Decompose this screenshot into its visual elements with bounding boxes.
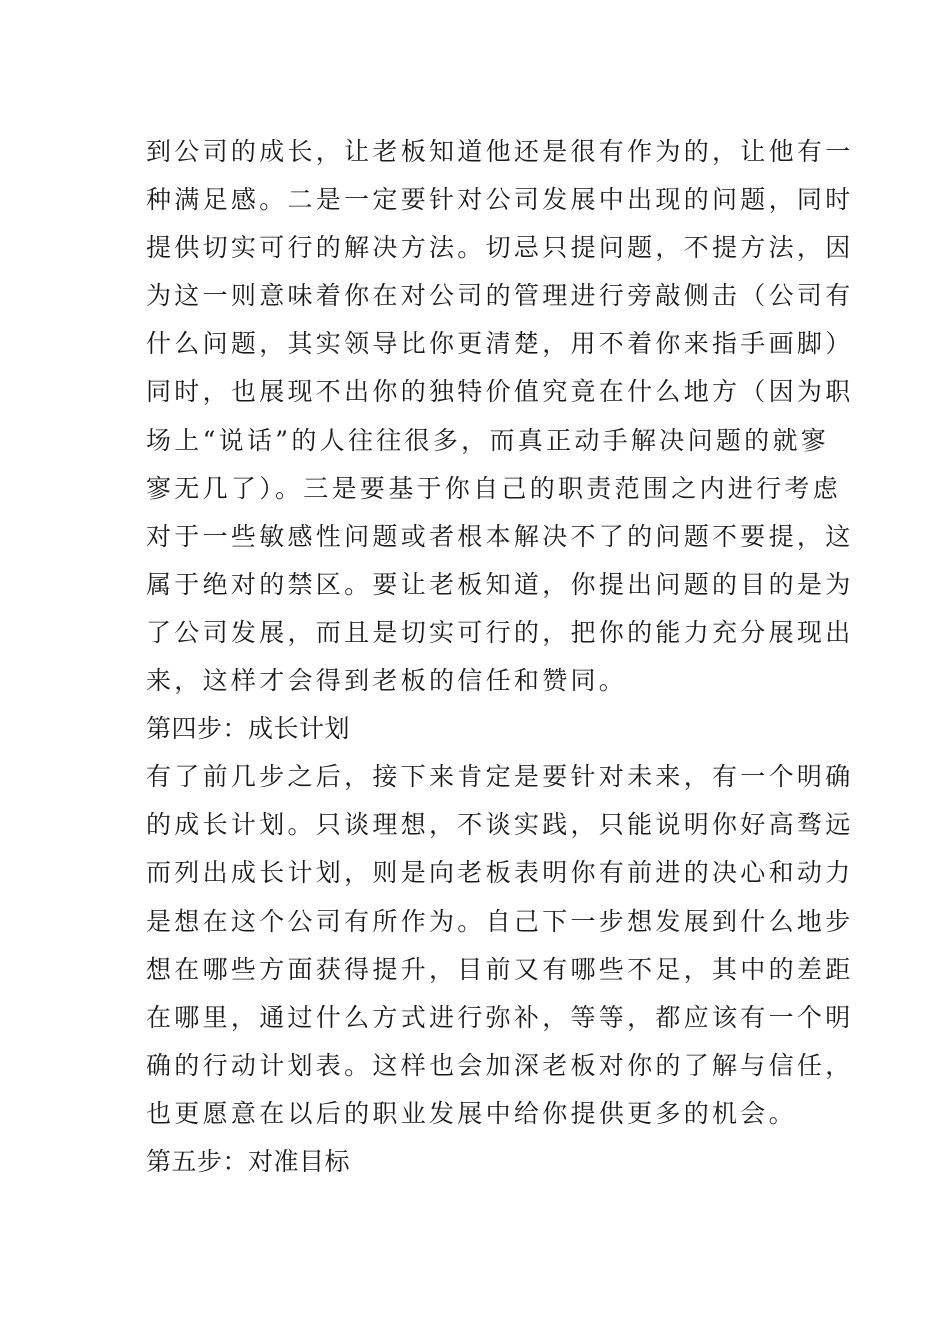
paragraph-line: 的成长计划。只谈理想，不谈实践，只能说明你好高骛远 xyxy=(146,810,854,840)
paragraph-line: 有了前几步之后，接下来肯定是要针对未来，有一个明确 xyxy=(146,762,854,792)
paragraph-line: 确的行动计划表。这样也会加深老板对你的了解与信任， xyxy=(146,1050,854,1080)
paragraph-line: 属于绝对的禁区。要让老板知道，你提出问题的目的是为 xyxy=(146,569,854,599)
paragraph-line: 场上“说话”的人往往很多，而真正动手解决问题的就寥 xyxy=(146,425,830,455)
paragraph-line: 为这一则意味着你在对公司的管理进行旁敲侧击（公司有 xyxy=(146,281,854,311)
paragraph-line: 提供切实可行的解决方法。切忌只提问题，不提方法，因 xyxy=(146,233,854,263)
paragraph-line: 到公司的成长，让老板知道他还是很有作为的，让他有一 xyxy=(146,137,854,166)
paragraph-line: 在哪里，通过什么方式进行弥补，等等，都应该有一个明 xyxy=(146,1002,854,1032)
paragraph-line: 种满足感。二是一定要针对公司发展中出现的问题，同时 xyxy=(146,185,854,215)
document-body xyxy=(146,128,854,1186)
section-heading-step-4: 第四步：成长计划 xyxy=(146,714,351,744)
paragraph-line: 什么问题，其实领导比你更清楚，用不着你来指手画脚） xyxy=(146,329,854,359)
paragraph-line: 同时，也展现不出你的独特价值究竟在什么地方（因为职 xyxy=(146,377,854,407)
paragraph-line: 是想在这个公司有所作为。自己下一步想发展到什么地步 xyxy=(146,906,854,936)
section-heading-step-5: 第五步：对准目标 xyxy=(146,1146,351,1176)
paragraph-line: 而列出成长计划，则是向老板表明你有前进的决心和动力 xyxy=(146,858,854,888)
paragraph-line: 来，这样才会得到老板的信任和赞同。 xyxy=(146,666,628,696)
paragraph-line: 了公司发展，而且是切实可行的，把你的能力充分展现出 xyxy=(146,617,854,647)
paragraph-line: 对于一些敏感性问题或者根本解决不了的问题不要提，这 xyxy=(146,521,854,551)
paragraph-line: 也更愿意在以后的职业发展中给你提供更多的机会。 xyxy=(146,1098,797,1128)
paragraph-line: 想在哪些方面获得提升，目前又有哪些不足，其中的差距 xyxy=(146,954,854,984)
paragraph-line: 寥无几了）。三是要基于你自己的职责范围之内进行考虑 xyxy=(146,473,842,503)
